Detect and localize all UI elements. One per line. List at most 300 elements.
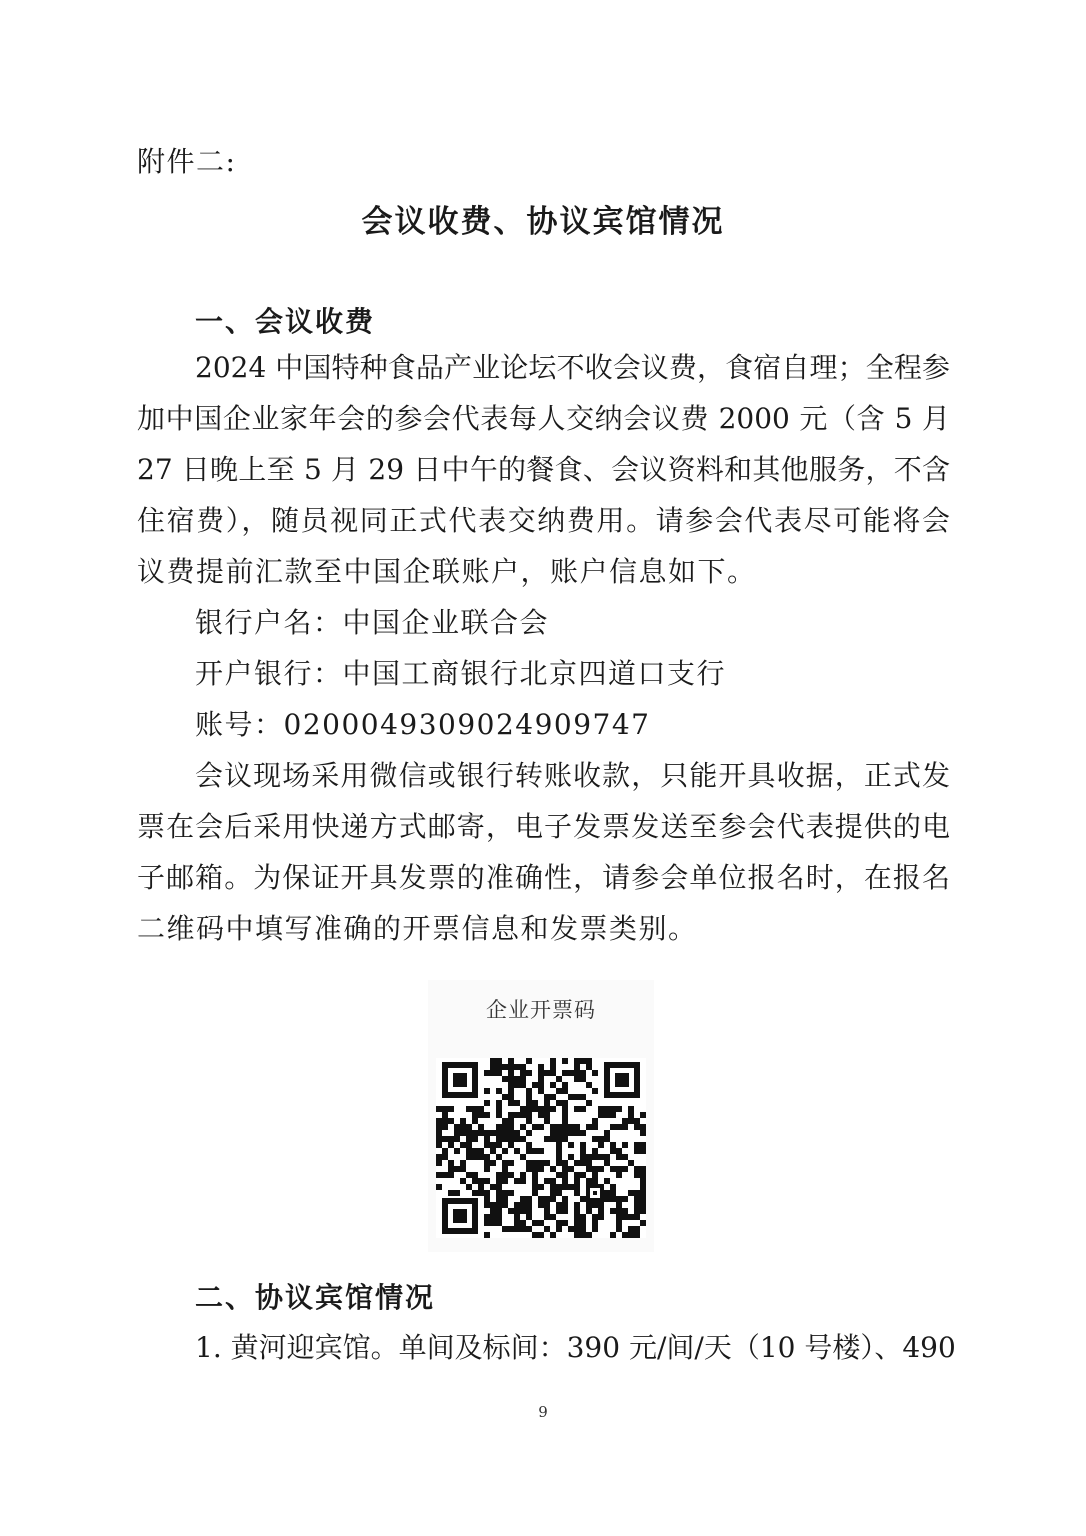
qr-module: [508, 1070, 514, 1076]
qr-module: [616, 1154, 622, 1160]
qr-module: [580, 1232, 586, 1238]
qr-module: [562, 1202, 568, 1208]
qr-module: [520, 1178, 526, 1184]
qr-module: [442, 1172, 448, 1178]
qr-module: [520, 1082, 526, 1088]
qr-module: [574, 1058, 580, 1064]
qr-module: [634, 1124, 640, 1130]
qr-module: [634, 1118, 640, 1124]
qr-module: [514, 1178, 520, 1184]
qr-module: [490, 1058, 496, 1064]
qr-module: [502, 1166, 508, 1172]
qr-module: [574, 1232, 580, 1238]
qr-module: [436, 1160, 442, 1166]
qr-module: [466, 1184, 472, 1190]
qr-module: [448, 1160, 454, 1166]
qr-module: [610, 1112, 616, 1118]
qr-module: [496, 1136, 502, 1142]
qr-module: [520, 1196, 526, 1202]
qr-module: [562, 1220, 568, 1226]
qr-module: [640, 1190, 646, 1196]
qr-module: [448, 1106, 454, 1112]
qr-module: [484, 1112, 490, 1118]
qr-module: [574, 1160, 580, 1166]
qr-module: [490, 1148, 496, 1154]
qr-module: [478, 1184, 484, 1190]
qr-module: [502, 1190, 508, 1196]
qr-module: [454, 1130, 460, 1136]
qr-module: [508, 1208, 514, 1214]
qr-module: [598, 1136, 604, 1142]
qr-module: [610, 1208, 616, 1214]
qr-module: [538, 1112, 544, 1118]
qr-module: [526, 1226, 532, 1232]
qr-module: [556, 1148, 562, 1154]
qr-module: [508, 1118, 514, 1124]
qr-module: [598, 1154, 604, 1160]
qr-module: [484, 1142, 490, 1148]
qr-module: [508, 1094, 514, 1100]
qr-module: [634, 1172, 640, 1178]
qr-module: [610, 1190, 616, 1196]
qr-module: [520, 1172, 526, 1178]
qr-module: [538, 1076, 544, 1082]
qr-module: [640, 1112, 646, 1118]
qr-module: [472, 1130, 478, 1136]
qr-module: [628, 1214, 634, 1220]
qr-module: [532, 1220, 538, 1226]
qr-module: [442, 1136, 448, 1142]
qr-module: [496, 1058, 502, 1064]
qr-module: [592, 1178, 598, 1184]
fees-paragraph-line: 加中国企业家年会的参会代表每人交纳会议费 2000 元（含 5 月: [137, 402, 950, 435]
qr-module: [610, 1232, 616, 1238]
qr-module: [532, 1232, 538, 1238]
qr-module: [436, 1136, 442, 1142]
qr-module: [616, 1172, 622, 1178]
qr-module: [496, 1172, 502, 1178]
qr-module: [604, 1160, 610, 1166]
qr-module: [478, 1124, 484, 1130]
qr-module: [550, 1064, 556, 1070]
qr-module: [490, 1142, 496, 1148]
qr-module: [592, 1166, 598, 1172]
qr-module: [574, 1070, 580, 1076]
qr-module: [490, 1064, 496, 1070]
fees-paragraph-line: 住宿费），随员视同正式代表交纳费用。请参会代表尽可能将会: [137, 504, 950, 537]
qr-module: [514, 1082, 520, 1088]
qr-module: [580, 1214, 586, 1220]
qr-module: [550, 1082, 556, 1088]
qr-module: [454, 1124, 460, 1130]
qr-module: [592, 1202, 598, 1208]
qr-module: [550, 1094, 556, 1100]
qr-module: [586, 1178, 592, 1184]
qr-module: [508, 1100, 514, 1106]
qr-module: [634, 1190, 640, 1196]
qr-module: [580, 1172, 586, 1178]
qr-module: [502, 1160, 508, 1166]
qr-module: [496, 1214, 502, 1220]
qr-module: [616, 1226, 622, 1232]
qr-module: [538, 1124, 544, 1130]
qr-module: [562, 1178, 568, 1184]
qr-module: [544, 1196, 550, 1202]
qr-module: [622, 1214, 628, 1220]
qr-module: [520, 1106, 526, 1112]
qr-module: [442, 1124, 448, 1130]
qr-module: [568, 1154, 574, 1160]
qr-module: [490, 1202, 496, 1208]
qr-module: [562, 1124, 568, 1130]
qr-module: [580, 1076, 586, 1082]
qr-module: [436, 1172, 442, 1178]
qr-module: [586, 1232, 592, 1238]
qr-module: [640, 1220, 646, 1226]
qr-module: [436, 1118, 442, 1124]
account-number: 账号：0200049309024909747: [195, 708, 651, 741]
qr-module: [604, 1112, 610, 1118]
qr-module: [568, 1142, 574, 1148]
qr-module: [484, 1088, 490, 1094]
qr-module: [574, 1172, 580, 1178]
qr-module: [598, 1202, 604, 1208]
qr-module: [496, 1220, 502, 1226]
qr-module: [604, 1130, 610, 1136]
qr-module: [478, 1130, 484, 1136]
qr-module: [496, 1202, 502, 1208]
qr-module: [634, 1226, 640, 1232]
qr-module: [562, 1196, 568, 1202]
qr-module: [562, 1208, 568, 1214]
attachment-label: 附件二:: [137, 145, 237, 178]
qr-module: [526, 1106, 532, 1112]
qr-module: [556, 1124, 562, 1130]
qr-module: [610, 1124, 616, 1130]
qr-module: [514, 1214, 520, 1220]
qr-module: [580, 1154, 586, 1160]
qr-module: [640, 1184, 646, 1190]
qr-module: [544, 1202, 550, 1208]
qr-module: [514, 1100, 520, 1106]
qr-module: [484, 1136, 490, 1142]
document-title: 会议收费、协议宾馆情况: [361, 204, 725, 240]
qr-module: [640, 1202, 646, 1208]
qr-module: [622, 1124, 628, 1130]
qr-module: [556, 1172, 562, 1178]
qr-module: [514, 1130, 520, 1136]
qr-module: [532, 1184, 538, 1190]
qr-module: [484, 1100, 490, 1106]
qr-module: [550, 1166, 556, 1172]
qr-module: [562, 1166, 568, 1172]
qr-module: [472, 1106, 478, 1112]
qr-module: [628, 1226, 634, 1232]
qr-module: [550, 1106, 556, 1112]
qr-module: [574, 1190, 580, 1196]
qr-module: [586, 1208, 592, 1214]
qr-module: [526, 1208, 532, 1214]
qr-module: [640, 1208, 646, 1214]
qr-module: [478, 1112, 484, 1118]
qr-module: [556, 1136, 562, 1142]
qr-module: [508, 1124, 514, 1130]
section-heading-fees: 一、会议收费: [195, 305, 376, 338]
qr-module: [544, 1100, 550, 1106]
qr-module: [562, 1106, 568, 1112]
qr-module: [442, 1118, 448, 1124]
qr-module: [466, 1154, 472, 1160]
invoice-paragraph-line: 会议现场采用微信或银行转账收款，只能开具收据，正式发: [195, 759, 950, 792]
qr-module: [586, 1058, 592, 1064]
qr-module: [526, 1058, 532, 1064]
qr-module: [556, 1184, 562, 1190]
qr-module: [502, 1076, 508, 1082]
qr-module: [448, 1142, 454, 1148]
qr-module: [598, 1166, 604, 1172]
qr-module: [544, 1094, 550, 1100]
qr-module: [574, 1064, 580, 1070]
qr-module: [592, 1148, 598, 1154]
qr-module: [562, 1136, 568, 1142]
qr-module: [568, 1124, 574, 1130]
qr-module: [544, 1136, 550, 1142]
qr-module: [574, 1202, 580, 1208]
qr-module: [496, 1178, 502, 1184]
qr-module: [538, 1232, 544, 1238]
qr-module: [592, 1226, 598, 1232]
qr-module: [562, 1088, 568, 1094]
qr-module: [562, 1070, 568, 1076]
qr-module: [616, 1196, 622, 1202]
qr-module: [484, 1202, 490, 1208]
fees-paragraph-line: 2024 中国特种食品产业论坛不收会议费，食宿自理；全程参: [195, 351, 950, 384]
qr-module: [520, 1220, 526, 1226]
qr-module: [508, 1160, 514, 1166]
qr-module: [448, 1118, 454, 1124]
qr-module: [472, 1136, 478, 1142]
qr-module: [628, 1112, 634, 1118]
fees-paragraph-line: 27 日晚上至 5 月 29 日中午的餐食、会议资料和其他服务，不含: [137, 453, 950, 486]
qr-module: [502, 1148, 508, 1154]
qr-module: [544, 1160, 550, 1166]
qr-module: [448, 1166, 454, 1172]
qr-module: [532, 1190, 538, 1196]
qr-module: [436, 1106, 442, 1112]
qr-module: [640, 1166, 646, 1172]
qr-module: [484, 1130, 490, 1136]
qr-module: [526, 1118, 532, 1124]
qr-module: [622, 1232, 628, 1238]
qr-module: [496, 1112, 502, 1118]
qr-module: [544, 1226, 550, 1232]
qr-module: [568, 1130, 574, 1136]
qr-module: [436, 1142, 442, 1148]
qr-module: [616, 1202, 622, 1208]
page-number: 9: [538, 1403, 548, 1421]
qr-module: [568, 1094, 574, 1100]
qr-module: [454, 1136, 460, 1142]
qr-module: [478, 1190, 484, 1196]
bank-name: 开户银行：中国工商银行北京四道口支行: [195, 657, 727, 690]
qr-module: [556, 1088, 562, 1094]
qr-module: [574, 1076, 580, 1082]
qr-module: [550, 1058, 556, 1064]
qr-module: [634, 1166, 640, 1172]
qr-module: [556, 1190, 562, 1196]
qr-module: [634, 1202, 640, 1208]
qr-module: [634, 1214, 640, 1220]
qr-module: [556, 1226, 562, 1232]
qr-module: [556, 1100, 562, 1106]
qr-module: [484, 1214, 490, 1220]
qr-module: [460, 1178, 466, 1184]
qr-module: [592, 1136, 598, 1142]
qr-module: [532, 1160, 538, 1166]
qr-module: [538, 1064, 544, 1070]
qr-module: [472, 1148, 478, 1154]
qr-module: [544, 1208, 550, 1214]
qr-module: [568, 1166, 574, 1172]
qr-module: [598, 1142, 604, 1148]
qr-module: [640, 1148, 646, 1154]
qr-module: [556, 1142, 562, 1148]
qr-module: [502, 1130, 508, 1136]
qr-module: [544, 1214, 550, 1220]
qr-module: [562, 1082, 568, 1088]
qr-module: [580, 1130, 586, 1136]
qr-module: [526, 1112, 532, 1118]
qr-module: [496, 1064, 502, 1070]
qr-module: [634, 1232, 640, 1238]
qr-module: [472, 1154, 478, 1160]
qr-module: [556, 1076, 562, 1082]
fees-paragraph-line: 议费提前汇款至中国企联账户，账户信息如下。: [137, 555, 757, 588]
qr-module: [586, 1064, 592, 1070]
qr-module: [616, 1148, 622, 1154]
qr-module: [628, 1118, 634, 1124]
qr-module: [484, 1154, 490, 1160]
qr-module: [544, 1112, 550, 1118]
qr-module: [604, 1190, 610, 1196]
qr-module: [496, 1142, 502, 1148]
qr-module: [532, 1148, 538, 1154]
qr-module: [478, 1106, 484, 1112]
hotel-item-line: 1. 黄河迎宾馆。单间及标间：390 元/间/天（10 号楼）、490: [195, 1331, 956, 1364]
qr-module: [460, 1142, 466, 1148]
qr-module: [532, 1124, 538, 1130]
qr-module: [514, 1148, 520, 1154]
qr-module: [640, 1178, 646, 1184]
qr-module: [508, 1142, 514, 1148]
qr-module: [610, 1106, 616, 1112]
qr-module: [520, 1070, 526, 1076]
qr-module: [586, 1160, 592, 1166]
qr-module: [502, 1118, 508, 1124]
qr-module: [436, 1154, 442, 1160]
qr-module: [508, 1112, 514, 1118]
qr-module: [562, 1184, 568, 1190]
qr-module: [562, 1100, 568, 1106]
qr-module: [532, 1178, 538, 1184]
qr-module: [604, 1136, 610, 1142]
qr-module: [502, 1178, 508, 1184]
qr-module: [484, 1070, 490, 1076]
qr-module: [622, 1208, 628, 1214]
qr-module: [604, 1178, 610, 1184]
qr-module: [538, 1070, 544, 1076]
qr-module: [616, 1106, 622, 1112]
qr-module: [580, 1148, 586, 1154]
qr-module: [466, 1172, 472, 1178]
qr-module: [634, 1196, 640, 1202]
qr-module: [520, 1136, 526, 1142]
qr-module: [442, 1154, 448, 1160]
qr-module: [442, 1112, 448, 1118]
qr-code-icon[interactable]: [436, 1058, 646, 1238]
qr-module: [592, 1088, 598, 1094]
qr-module: [610, 1166, 616, 1172]
qr-module: [550, 1130, 556, 1136]
qr-module: [520, 1124, 526, 1130]
qr-module: [592, 1118, 598, 1124]
qr-module: [514, 1202, 520, 1208]
qr-module: [508, 1064, 514, 1070]
qr-module: [436, 1184, 442, 1190]
qr-module: [436, 1124, 442, 1130]
qr-module: [490, 1220, 496, 1226]
qr-module: [466, 1130, 472, 1136]
qr-module: [628, 1160, 634, 1166]
qr-module: [622, 1142, 628, 1148]
qr-module: [598, 1106, 604, 1112]
qr-module: [574, 1106, 580, 1112]
qr-module: [550, 1184, 556, 1190]
qr-module: [574, 1130, 580, 1136]
qr-module: [502, 1226, 508, 1232]
qr-module: [604, 1106, 610, 1112]
qr-module: [562, 1058, 568, 1064]
qr-module: [538, 1220, 544, 1226]
qr-module: [586, 1154, 592, 1160]
qr-module: [538, 1082, 544, 1088]
qr-module: [628, 1190, 634, 1196]
qr-module: [442, 1106, 448, 1112]
qr-module: [484, 1196, 490, 1202]
qr-module: [592, 1172, 598, 1178]
qr-module: [484, 1166, 490, 1172]
qr-module: [496, 1130, 502, 1136]
qr-module: [544, 1178, 550, 1184]
qr-module: [616, 1214, 622, 1220]
qr-module: [526, 1160, 532, 1166]
qr-module: [538, 1106, 544, 1112]
qr-module: [586, 1124, 592, 1130]
qr-module: [640, 1124, 646, 1130]
qr-caption: 企业开票码: [486, 998, 596, 1022]
qr-module: [610, 1148, 616, 1154]
qr-module: [520, 1202, 526, 1208]
invoice-paragraph-line: 子邮箱。为保证开具发票的准确性，请参会单位报名时，在报名: [137, 861, 950, 894]
qr-module: [574, 1178, 580, 1184]
qr-module: [538, 1166, 544, 1172]
qr-module: [520, 1064, 526, 1070]
qr-module: [472, 1190, 478, 1196]
qr-module: [520, 1076, 526, 1082]
qr-module: [580, 1106, 586, 1112]
qr-module: [622, 1118, 628, 1124]
qr-module: [574, 1094, 580, 1100]
